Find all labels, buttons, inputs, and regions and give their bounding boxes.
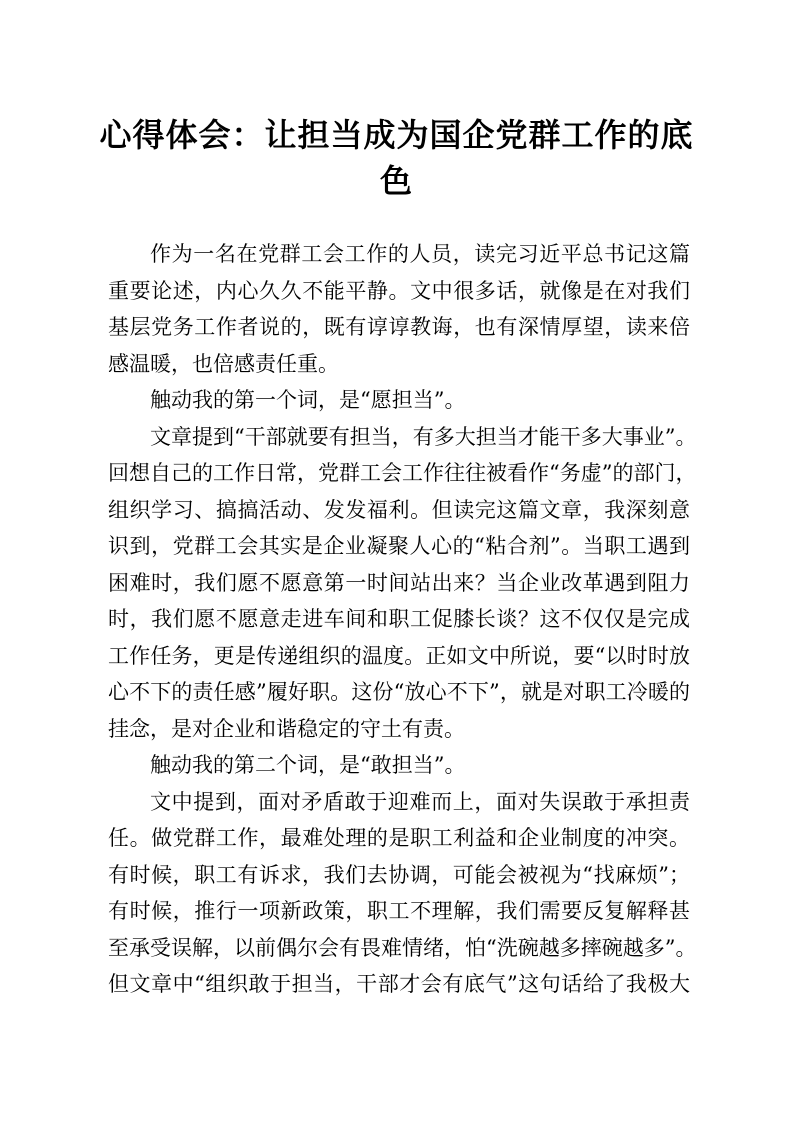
text-line: 任。做党群工作，最难处理的是职工利益和企业制度的冲突。	[108, 826, 690, 850]
text-line: 重要论述，内心久久不能平静。文中很多话，就像是在对我们	[108, 278, 690, 303]
text-line: 有时候，职工有诉求，我们去协调，可能会被视为“找麻烦”；	[108, 862, 690, 887]
document-title	[96, 112, 697, 204]
text-line: 至承受误解，以前偶尔会有畏难情绪，怕“洗碗越多摔碗越多”。	[108, 935, 697, 960]
document-body	[108, 236, 697, 1003]
paragraph	[108, 236, 690, 382]
paragraph	[108, 419, 697, 748]
text-line: 工作任务，更是传递组织的温度。正如文中所说，要“以时时放	[108, 643, 690, 668]
paragraph	[108, 747, 690, 784]
paragraph	[108, 784, 697, 1003]
text-line: 回想自己的工作日常，党群工会工作往往被看作“务虚”的部门，	[108, 461, 697, 485]
text-line: 基层党务工作者说的，既有谆谆教诲，也有深情厚望，读来倍	[108, 315, 690, 339]
title-line: 色	[379, 162, 413, 200]
text-line: 文中提到，面对矛盾敢于迎难而上，面对失误敢于承担责	[150, 789, 690, 814]
title-line: 心得体会：让担当成为国企党群工作的底	[99, 116, 694, 154]
text-line: 有时候，推行一项新政策，职工不理解，我们需要反复解释甚	[108, 899, 690, 923]
text-line: 感温暖，也倍感责任重。	[108, 351, 339, 376]
text-line: 识到，党群工会其实是企业凝聚人心的“粘合剂”。当职工遇到	[108, 534, 690, 558]
text-line: 作为一名在党群工会工作的人员，读完习近平总书记这篇	[150, 242, 690, 266]
text-line: 挂念，是对企业和谐稳定的守土有责。	[108, 716, 465, 741]
text-line: 困难时，我们愿不愿意第一时间站出来？当企业改革遇到阻力	[108, 570, 690, 595]
text-line: 时，我们愿不愿意走进车间和职工促膝长谈？这不仅仅是完成	[108, 607, 690, 631]
text-line: 文章提到“干部就要有担当，有多大担当才能干多大事业”。	[150, 424, 697, 449]
text-line: 但文章中“组织敢于担当，干部才会有底气”这句话给了我极大	[108, 972, 690, 996]
text-line: 触动我的第一个词，是“愿担当”。	[150, 388, 466, 412]
text-line: 心不下的责任感”履好职。这份“放心不下”，就是对职工冷暖的	[108, 680, 690, 704]
paragraph	[108, 382, 690, 419]
text-line: 组织学习、搞搞活动、发发福利。但读完这篇文章，我深刻意	[108, 497, 690, 522]
text-line: 触动我的第二个词，是“敢担当”。	[150, 753, 466, 777]
